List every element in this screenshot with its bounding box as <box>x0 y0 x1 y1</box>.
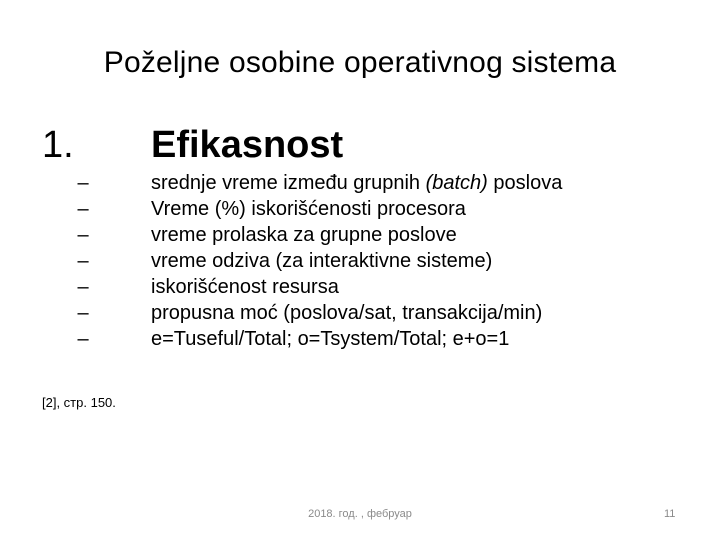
reference-note: [2], стр. 150. <box>42 395 116 410</box>
section-heading: Efikasnost <box>151 124 344 166</box>
bullet-text: iskorišćenost resursa <box>151 276 339 298</box>
bullet-text-pre: srednje vreme između grupnih <box>151 172 426 194</box>
bullet-dash: – <box>77 198 89 220</box>
bullet-dash: – <box>77 172 89 194</box>
bullet-dash: – <box>77 250 89 272</box>
bullet-item <box>0 326 720 352</box>
bullet-text: propusna moć (poslova/sat, transakcija/min) <box>151 302 543 324</box>
bullet-dash: – <box>77 276 89 298</box>
bullet-item <box>0 248 720 274</box>
bullet-item <box>0 300 720 326</box>
bullet-dash: – <box>77 224 89 246</box>
bullet-dash: – <box>77 302 89 324</box>
bullet-item <box>0 170 720 196</box>
bullet-text: vreme prolaska za grupne poslove <box>151 224 457 246</box>
page-number: 11 <box>664 508 676 520</box>
bullet-item <box>0 222 720 248</box>
bullet-text <box>151 170 562 196</box>
bullet-text: vreme odziva (za interaktivne sisteme) <box>151 250 493 272</box>
bullet-list <box>0 170 720 352</box>
bullet-text-post: poslova <box>487 172 563 194</box>
bullet-dash: – <box>77 328 89 350</box>
bullet-text: e=Tuseful/Total; o=Tsystem/Total; e+o=1 <box>151 328 510 350</box>
slide-title: Poželjne osobine operativnog sistema <box>103 46 617 79</box>
footer-date: 2018. год. , фебруар <box>308 508 412 520</box>
bullet-item <box>0 196 720 222</box>
bullet-text-emphasis: (batch) <box>425 172 488 194</box>
bullet-item <box>0 274 720 300</box>
bullet-text: Vreme (%) iskorišćenosti procesora <box>151 198 466 220</box>
section-number: 1. <box>42 124 74 166</box>
